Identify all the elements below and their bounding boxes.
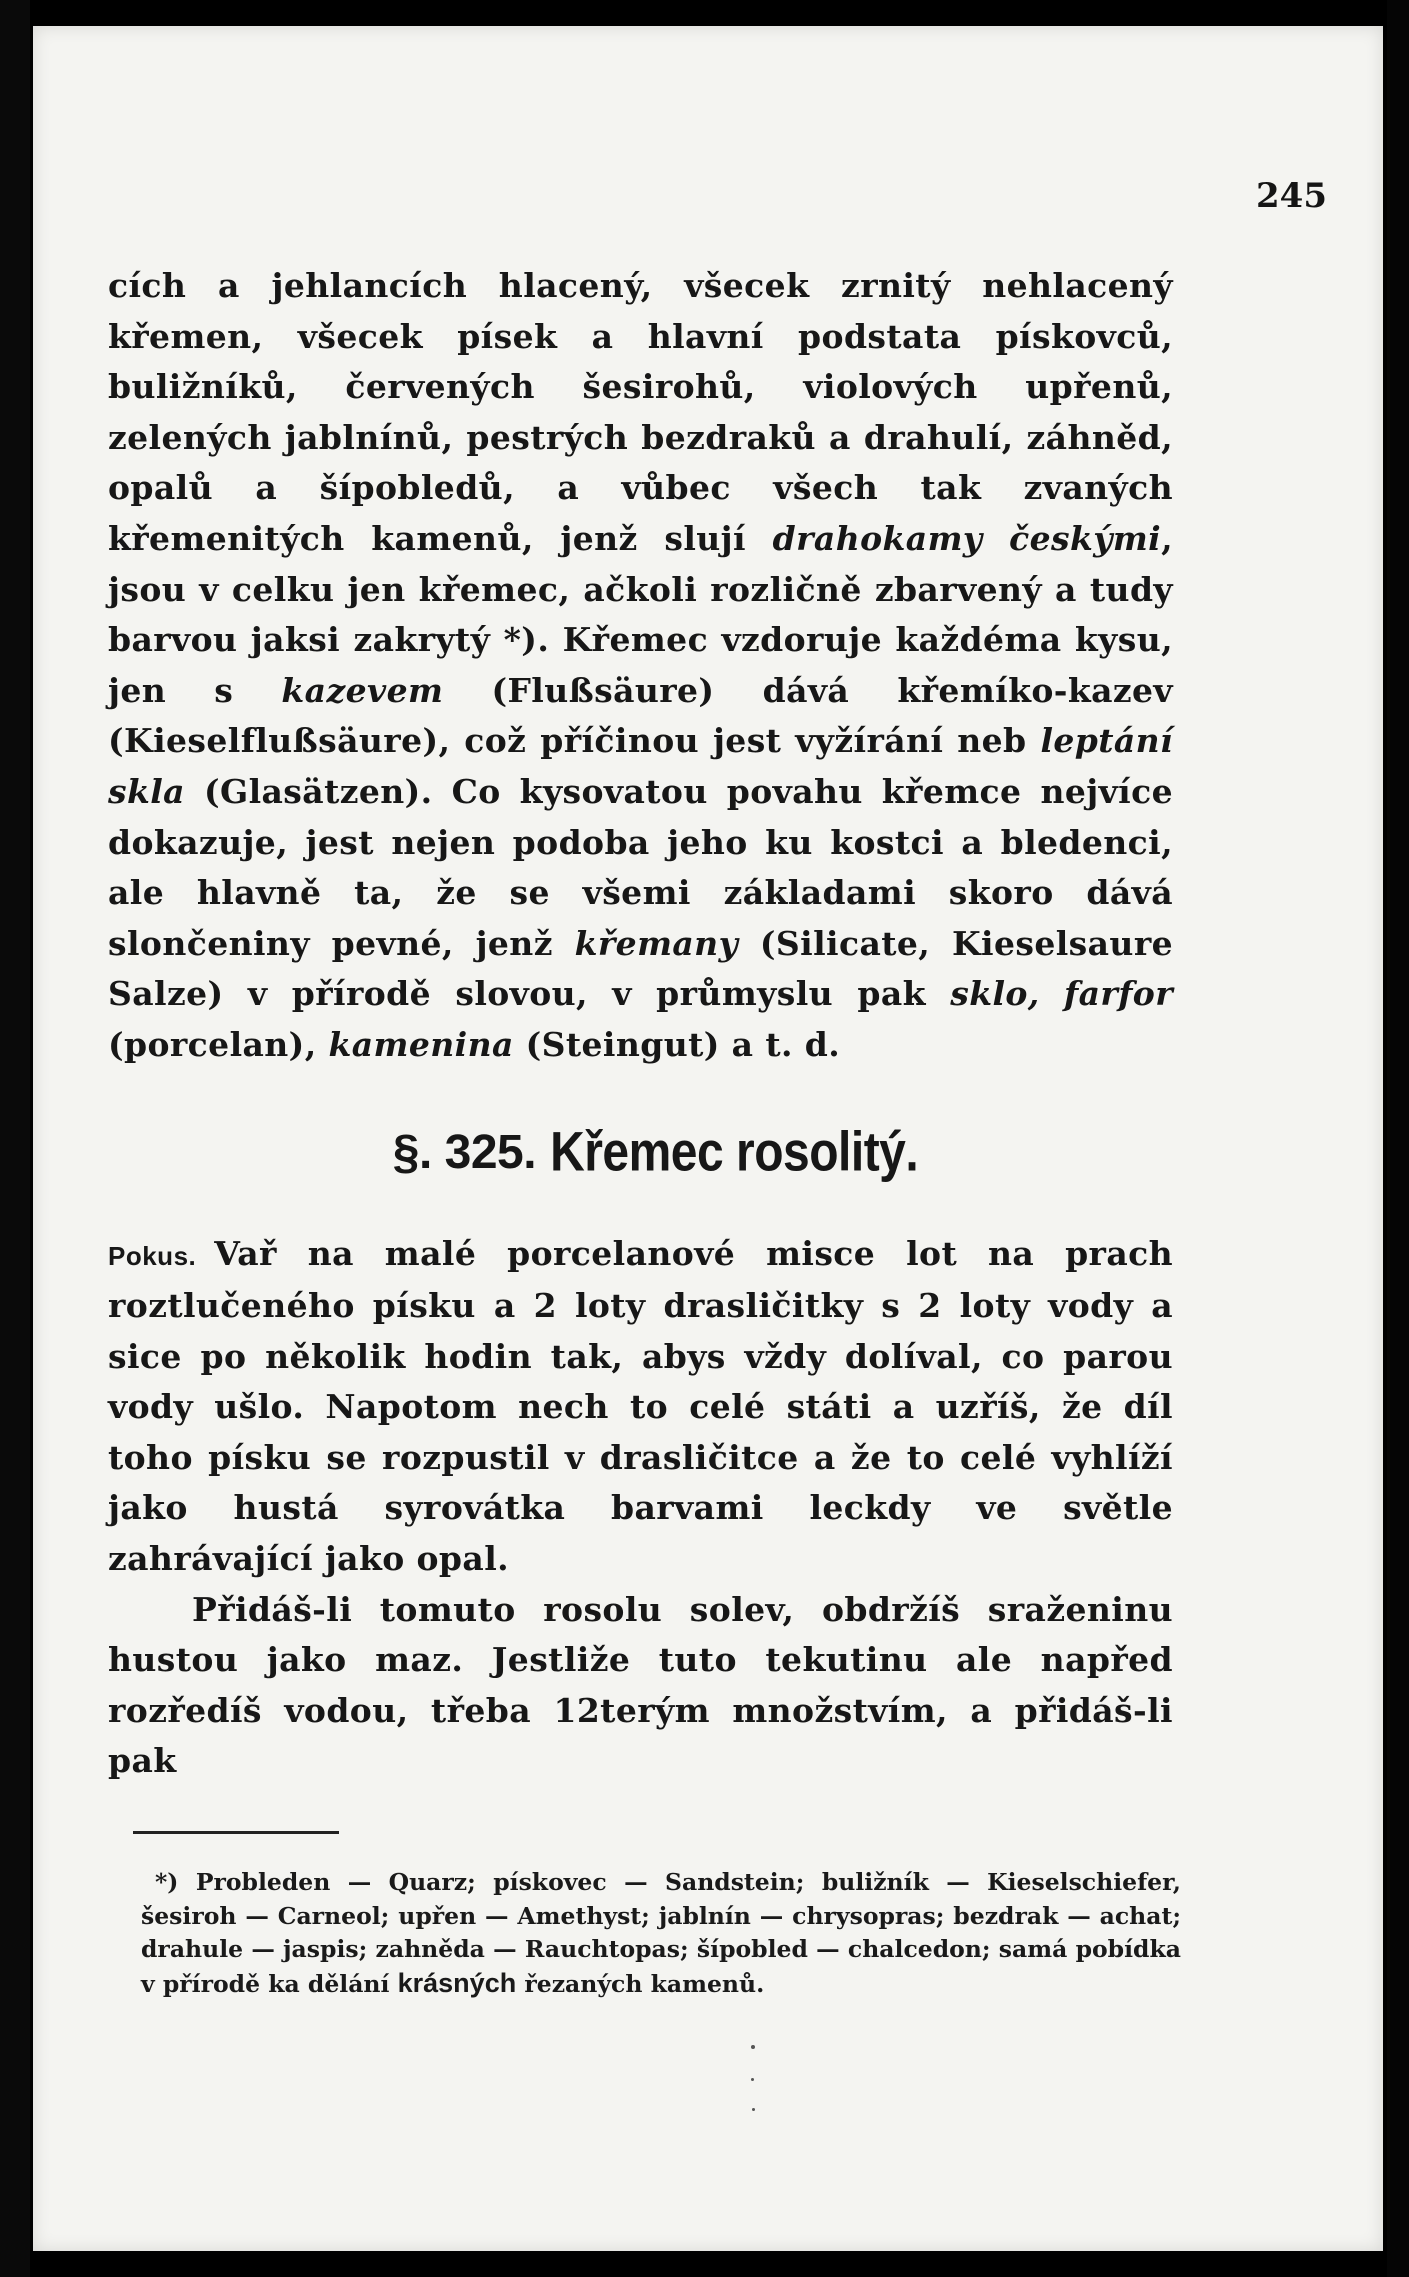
footnote <box>141 1866 1181 2001</box>
section-number: §. 325. <box>392 1125 537 1179</box>
scan-speck <box>751 2078 754 2081</box>
page-number: 245 <box>1256 176 1327 216</box>
para1-text-6: (porcelan), <box>108 1024 329 1064</box>
term-drahokamy: drahokamy českými <box>772 518 1162 558</box>
para1-text-5: (Silicate, Kieselsaure Salze) v přírodě slovou, v průmyslu pak <box>108 923 1174 1014</box>
para1-text-2: , jsou v celku jen křemec, ačkoli rozličně zbarvený a tudy barvou jaksi zakrytý *). Křemec vzdoruje každéma kysu, jen s <box>108 518 1174 710</box>
section-title: Křemec rosolitý. <box>550 1121 919 1183</box>
footnote-text <box>141 1866 1181 2001</box>
experiment-label: Pokus. <box>108 1240 197 1271</box>
term-sklo-farfor: sklo, farfor <box>950 974 1173 1014</box>
term-kamenina: kamenina <box>328 1024 514 1064</box>
experiment-text: Vař na malé porcelanové misce lot na prach roztlučeného písku a 2 loty drasličitky s 2 loty vody a sice po několik hodin tak, abys vždy dolíval, co parou vody ušlo. Napotom nech to celé státi a uzříš, že díl toho písku se rozpustil v drasličitce a že to celé vyhlíží jako hustá syrovátka barvami leckdy ve světle zahrávající jako opal. <box>108 1233 1173 1579</box>
body-text <box>108 261 1173 1787</box>
paragraph-experiment <box>108 1229 1173 1585</box>
footnote-divider <box>133 1831 339 1834</box>
footnote-text-2: řezaných kamenů. <box>516 1969 765 1998</box>
paragraph-quartz-varieties <box>108 261 1173 1071</box>
term-kremany: křemany <box>574 923 739 963</box>
footnote-emphasis: krásných <box>397 1967 517 1998</box>
precipitate-text: Přidáš-li tomuto rosolu solev, obdržíš sraženinu hustou jako maz. Jestliže tuto tekutinu ale napřed rozředíš vodou, třeba 12terým množstvím, a přidáš-li pak <box>108 1589 1173 1781</box>
scan-border-right <box>1387 0 1409 2277</box>
scan-speck <box>752 2108 755 2111</box>
para1-text-4: (Glasätzen). Co kysovatou povahu křemce nejvíce dokazuje, jest nejen podoba jeho ku kostci a bledenci, ale hlavně ta, že se všemi základami skoro dává slončeniny pevné, jenž <box>108 771 1173 963</box>
scan-border-left <box>0 0 30 2277</box>
paragraph-precipitate <box>108 1585 1173 1787</box>
para1-text-7: (Steingut) a t. d. <box>513 1024 841 1064</box>
section-heading <box>108 1121 1173 1183</box>
scan-speck <box>751 2045 755 2049</box>
para1-text-3: (Flußsäure) dává křemíko-kazev (Kieselflußsäure), což příčinou jest vyžírání neb <box>108 670 1173 761</box>
para1-text-1: cích a jehlancích hlacený, všecek zrnitý nehlacený křemen, všecek písek a hlavní podstata pískovců, buližníků, červených šesirohů, violových upřenů, zelených jablnínů, pestrých bezdraků a drahulí, záhněd, opalů a šípobledů, a vůbec všech tak zvaných křemenitých kamenů, jenž slují <box>108 266 1173 558</box>
term-kazev: kazevem <box>281 670 444 710</box>
book-page <box>33 26 1383 2251</box>
term-leptani-skla: leptání skla <box>108 721 1173 811</box>
footnote-text-1: *) Probleden — Quarz; pískovec — Sandstein; buližník — Kieselschiefer, šesiroh — Carneol; upřen — Amethyst; jablnín — chrysopras; bezdrak — achat; drahule — jaspis; zahněda — Rauchtopas; šípobled — chalcedon; samá pobídka v přírodě ka dělání <box>141 1868 1181 1998</box>
